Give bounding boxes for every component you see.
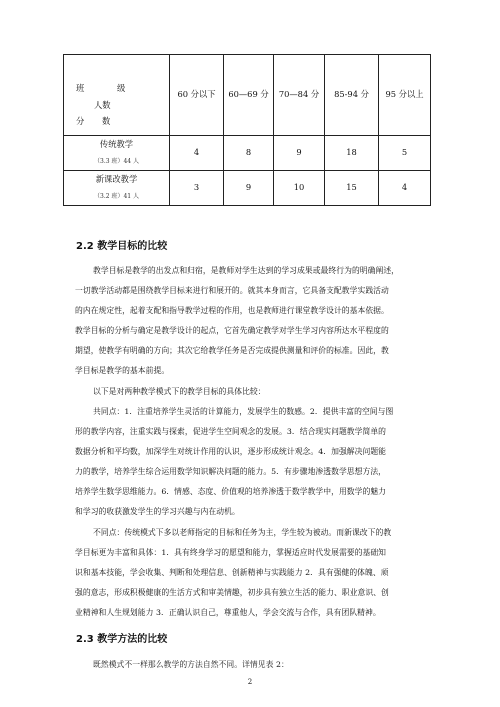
paragraph-line: 识和基本技能，学会收集、判断和处理信息、创新精神与实践能力 2．具有强健的体魄、顽: [75, 568, 389, 577]
paragraph-line: 强的意志，形成积极健康的生活方式和审美情趣，初步具有独立生活的能力、职业意识、创: [75, 588, 389, 597]
group-name: 新课改教学: [95, 174, 138, 185]
group-cell: [64, 136, 170, 171]
corner-label-ji: 级: [117, 83, 126, 93]
score-distribution-table: [63, 54, 431, 206]
header-range-cell: 60 分以下: [170, 55, 224, 136]
table-cell: 18: [325, 136, 379, 171]
table-cell: 9: [224, 171, 274, 206]
paragraph-line: 教学目标的分析与确定是教学设计的起点，它首先确定教学对学生学习内容所达水平程度的: [75, 326, 389, 335]
paragraph-line: 力的教学，培养学生综合运用数学知识解决问题的能力。5．有步骤地渗透数学思想方法，: [75, 467, 387, 476]
paragraph-line: 数据分析和平均数，加深学生对统计作用的认识，逐步形成统计观念。4．加强解决问题能: [75, 447, 387, 456]
paragraph-line: 共同点：1．注重培养学生灵活的计算能力，发展学生的数感。2．提供丰富的空间与图: [93, 407, 394, 416]
table-cell: 4: [379, 171, 431, 206]
group-name: 传统教学: [99, 139, 134, 150]
table-cell: 5: [379, 136, 431, 171]
header-range-cell: 60—69 分: [224, 55, 274, 136]
paragraph-line: 不同点：传统模式下多以老师指定的目标和任务为主，学生较为被动。而新课改下的教: [93, 528, 392, 537]
table-cell: 10: [274, 171, 325, 206]
corner-label-fen: 分: [76, 116, 85, 126]
paragraph-line: 和学习的收获激发学生的学习兴趣与内在动机。: [75, 507, 240, 516]
header-range-cell: 70—84 分: [274, 55, 325, 136]
paragraph-line: 的内在规定性，起着支配和指导教学过程的作用，也是教师进行课堂教学设计的基本依据。: [75, 306, 389, 315]
table-row: [64, 171, 431, 206]
section-heading-2-2: 2.2 教学目标的比较: [76, 241, 168, 252]
page-number: 2: [247, 678, 253, 686]
paragraph-line: 培养学生数学思维能力。6．情感、态度、价值观的培养渗透于数学教学中，用数学的魅力: [75, 487, 387, 496]
paragraph-line: 教学目标是教学的出发点和归宿，是教师对学生达到的学习成果或最终行为的明确阐述，: [93, 266, 400, 275]
table-corner-cell: [64, 55, 170, 136]
table-cell: 9: [274, 136, 325, 171]
paragraph-line: 既然模式不一样那么教学的方法自然不同。详情见表 2：: [93, 660, 289, 669]
group-class-info: （3.2 班）41 人: [94, 193, 139, 201]
table-cell: 3: [170, 171, 224, 206]
paragraph-line: 期望，使教学有明确的方向；其次它给教学任务是否完成提供测量和评价的标准。因此，教: [75, 346, 389, 355]
paragraph-line: 学目标是教学的基本前提。: [75, 366, 170, 375]
paragraph-line: 一切教学活动都是围绕教学目标来进行和展开的。就其本身而言，它具备支配教学实践活动: [75, 286, 389, 295]
paragraph-line: 以下是对两种教学模式下的教学目标的具体比较：: [93, 387, 266, 396]
table-cell: 4: [170, 136, 224, 171]
section-heading-2-3: 2.3 教学方法的比较: [76, 634, 168, 645]
table-header-row: [64, 55, 431, 136]
group-cell: [64, 171, 170, 206]
group-class-info: （3.3 班）44 人: [94, 158, 139, 166]
corner-label-renshu: 人数: [94, 100, 111, 110]
table-cell: 15: [325, 171, 379, 206]
corner-label-shu: 数: [102, 116, 111, 126]
paragraph-line: 学目标更为丰富和具体：1．具有终身学习的愿望和能力，掌握适应时代发展需要的基础知: [75, 548, 387, 557]
table-row: [64, 136, 431, 171]
header-range-cell: 95 分以上: [379, 55, 431, 136]
paragraph-line: 业精神和人生规划能力 3．正确认识自己，尊重他人，学会交流与合作，具有团队精神。: [75, 608, 381, 617]
table-cell: 8: [224, 136, 274, 171]
header-range-cell: 85-94 分: [325, 55, 379, 136]
corner-label-ban: 班: [76, 83, 85, 93]
paragraph-line: 形的教学内容，注重实践与探索，促进学生空间观念的发展。3．结合现实问题教学简单的: [75, 427, 387, 436]
